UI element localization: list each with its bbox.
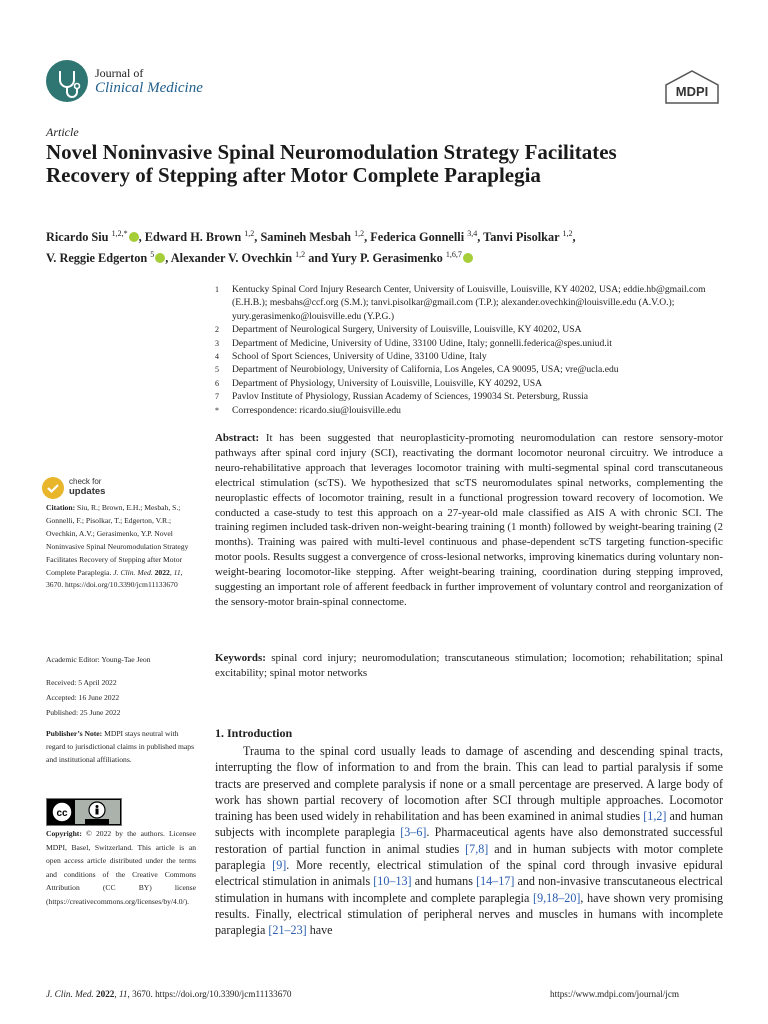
mdpi-logo-icon[interactable] — [664, 70, 720, 104]
author-list: Ricardo Siu $^{1,2,*}$ , Edward H. Brown $^{1,2}$, Samineh Mesbah $^{1,2}$, Federica Gonnelli $^{3,4}$, Tanvi Pisolkar $^{1,2}$, V. Reggie Edgerton $^5$ , Alexander V. Ovechkin $^{1,2}$ and Yury P. Gerasimenko $^{1,6,7}$ — [46, 229, 576, 266]
abstract — [215, 431, 723, 610]
citation-link[interactable]: [7,8] — [465, 841, 489, 856]
affiliation-item — [215, 404, 715, 417]
affiliation-number: 5 — [215, 365, 219, 375]
introduction-paragraph: Trauma to the spinal cord usually leads to damage of ascending and descending spinal tracts, interrupting the flow of information to and from the brain. This can lead to partial paralysis if some tracts are preserved and complete paralysis if none or a small percentage are preserved. A large body of work has shown partial recovery of locomotion after SCI through multiple approaches. Locomotor training has been used widely in rehabilitation and has been examined in animal studies [1,2] and human subjects with incomplete paraplegia [3–6]. Pharmaceutical agents have also demonstrated successful restoration of partial function in animal studies [7,8] and in human subjects with motor complete paraplegia [9]. More recently, electrical stimulation of the spinal cord through invasive epidural electrical stimulation in animals [10–13] and humans [14–17] and non-invasive transcutaneous electrical stimulation in humans with incomplete and complete paraplegia [9,18–20], have shown very promising results. Finally, electrical stimulation of peripheral nerves and muscles in humans with incomplete paraplegia [21–23] have — [215, 744, 724, 938]
affiliation-item — [215, 363, 715, 376]
affiliation-item — [215, 377, 715, 390]
author-name: Alexander V. Ovechkin $^{1,2}$ — [170, 250, 306, 266]
keywords-text: spinal cord injury; neuromodulation; transcutaneous stimulation; locomotion; rehabilitation; spinal excitability; spinal motor networks — [215, 652, 723, 679]
affiliation-text: Department of Neurobiology, University of California, Los Angeles, CA 90095, USA; vre@ucla.edu — [232, 364, 619, 376]
author-affiliation-marker: 1,2 — [354, 229, 365, 238]
affiliations — [215, 283, 715, 417]
affiliation-text: Department of Neurological Surgery, University of Louisville, Louisville, KY 40202, USA — [232, 324, 582, 336]
citation-link[interactable]: [9,18–20] — [533, 890, 581, 905]
orcid-icon[interactable] — [129, 232, 139, 242]
mdpi-logo-text: MDPI — [675, 84, 709, 99]
affiliation-item — [215, 323, 715, 336]
affiliation-text: Pavlov Institute of Physiology, Russian Academy of Sciences, 199034 St. Petersburg, Russia — [232, 391, 589, 403]
author-name: Samineh Mesbah $^{1,2}$ — [260, 229, 365, 245]
keywords — [215, 651, 723, 681]
received-date: Received: 5 April 2022 — [46, 678, 117, 687]
author-affiliation-marker: 5 — [150, 250, 155, 260]
check-for-updates-text[interactable]: check for updates — [69, 477, 106, 497]
affiliation-number: 3 — [215, 338, 219, 348]
journal-name[interactable]: Clinical Medicine — [95, 80, 203, 96]
copyright-notice: Copyright: © 2022 by the authors. Licensee MDPI, Basel, Switzerland. This article is an open access article distributed under the terms and conditions of the Creative Commons Attribution (CC BY) license (https://creativecommons.org/licenses/by/4.0/). — [46, 829, 196, 906]
svg-text:cc: cc — [56, 808, 68, 819]
orcid-icon[interactable] — [155, 253, 165, 263]
citation-block: Citation: Siu, R.; Brown, E.H.; Mesbah, S.; Gonnelli, F.; Pisolkar, T.; Edgerton, V.R.; Ovechkin, A.V.; Gerasimenko, Y.P. Novel Noninvasive Spinal Neuromodulation Strategy Facilitates Recovery of Stepping after Motor Complete Paraplegia. J. Clin. Med. 2022, 11, 3670. https://doi.org/10.3390/jcm11133670 — [46, 503, 189, 590]
author-affiliation-marker: 1,2,* — [111, 229, 128, 238]
accepted-date: Accepted: 16 June 2022 — [46, 693, 120, 702]
author-affiliation-marker: 1,2 — [244, 229, 255, 238]
author-name: Ricardo Siu $^{1,2,*}$ — [46, 229, 128, 245]
author-affiliation-marker: 1,2 — [562, 229, 573, 238]
affiliation-text: Department of Physiology, University of Louisville, Louisville, KY 40292, USA — [232, 377, 542, 389]
journal-of-text: Journal of — [95, 66, 144, 80]
affiliation-number: 4 — [215, 352, 219, 362]
affiliation-text: Kentucky Spinal Cord Injury Research Center, University of Louisville, Louisville, KY 40202, USA; eddie.hb@gmail.com (E.H.B.); mesbahs@ccf.org (S.M.); tanvi.pisolkar@gmail.com (T.P.); alexander.ovechkin@louisville.edu (A.V.O.); yury.gerasimenko@louisville.edu (Y.P.G.) — [232, 284, 706, 322]
author-name: Edward H. Brown $^{1,2}$ — [144, 229, 255, 245]
author-name: Yury P. Gerasimenko $^{1,6,7}$ — [330, 250, 462, 266]
affiliation-number: 1 — [215, 285, 219, 294]
published-date: Published: 25 June 2022 — [46, 708, 121, 717]
author-affiliation-marker: 1,2 — [295, 250, 306, 260]
affiliation-number: 7 — [215, 392, 219, 402]
affiliation-item — [215, 350, 715, 363]
abstract-text: It has been suggested that neuroplasticity-promoting neuromodulation can restore sensory-motor pathways after spinal cord injury (SCI), reactivating the dormant locomotor neuronal circuitry. We introduce a neuro-rehabilitative approach that leverages locomotor training with multi-segmental spinal cord transcutaneous electrical stimulation (scTS). We hypothesized that scTS neuromodulates spinal networks, complementing the neuroplastic effects of locomotor training, result in a functional progression toward recovery of locomotion. We conducted a case-study to test this approach on a 27-year-old male classified as AIS A with chronic SCI. The training regimen included task-driven non-weight-bearing training (1 month) followed by weight-bearing training (2 months). Training was paired with multi-level continuous and phase-dependent scTS targeting function-specific motor pools. Results suggest a convergence of cross-lesional networks, improving kinematics during voluntary non-weight-bearing locomotor-like stepping. After weight-bearing training, coordination during stepping improved, suggesting an important role of afferent feedback in further improvement of voluntary control and reorganization of the sensory-motor brain-spinal connectome. — [215, 432, 723, 608]
orcid-icon[interactable] — [463, 253, 473, 263]
affiliation-text: Correspondence: ricardo.siu@louisville.edu — [232, 404, 401, 416]
author-name: Tanvi Pisolkar $^{1,2}$ — [483, 229, 573, 245]
author-name: Federica Gonnelli $^{3,4}$ — [370, 229, 478, 245]
affiliation-item — [215, 283, 715, 323]
section-heading-introduction: 1. Introduction — [215, 726, 293, 740]
paper-title: Novel Noninvasive Spinal Neuromodulation Strategy Facilitates Recovery of Stepping after Motor Complete Paraplegia — [46, 140, 617, 187]
citation-link[interactable]: [1,2] — [643, 809, 667, 824]
affiliation-item — [215, 337, 715, 350]
abstract-label: Abstract: — [215, 432, 260, 444]
author-name: V. Reggie Edgerton $^5$ — [46, 250, 155, 266]
check-for-updates-icon[interactable] — [42, 477, 64, 499]
citation-link[interactable]: [14–17] — [476, 874, 515, 889]
academic-editor: Academic Editor: Young-Tae Jeon — [46, 655, 151, 664]
publisher-note: Publisher’s Note: MDPI stays neutral with regard to jurisdictional claims in published maps and institutional affiliations. — [46, 729, 195, 764]
cc-by-license-icon[interactable] — [46, 798, 122, 826]
citation-link[interactable]: [21–23] — [268, 923, 307, 938]
author-affiliation-marker: 1,6,7 — [445, 250, 462, 260]
citation-link[interactable]: [9] — [272, 858, 287, 873]
citation-link[interactable]: [10–13] — [373, 874, 412, 889]
author-affiliation-marker: 3,4 — [467, 229, 478, 238]
affiliation-number: * — [215, 405, 219, 415]
affiliation-number: 2 — [215, 325, 219, 335]
journal-logo-icon — [46, 60, 88, 102]
citation-link[interactable]: [3–6] — [400, 825, 427, 840]
affiliation-text: School of Sport Sciences, University of Udine, 33100 Udine, Italy — [232, 351, 487, 363]
article-type: Article — [46, 125, 79, 139]
footer-journal-url[interactable]: https://www.mdpi.com/journal/jcm — [550, 989, 680, 999]
affiliation-number: 6 — [215, 378, 219, 388]
footer-citation: J. Clin. Med. 2022, 11, 3670. https://doi.org/10.3390/jcm11133670 — [46, 989, 292, 999]
affiliation-item — [215, 390, 715, 403]
keywords-label: Keywords: — [215, 652, 266, 664]
affiliation-text: Department of Medicine, University of Udine, 33100 Udine, Italy; gonnelli.federica@spes.uniud.it — [232, 337, 612, 349]
